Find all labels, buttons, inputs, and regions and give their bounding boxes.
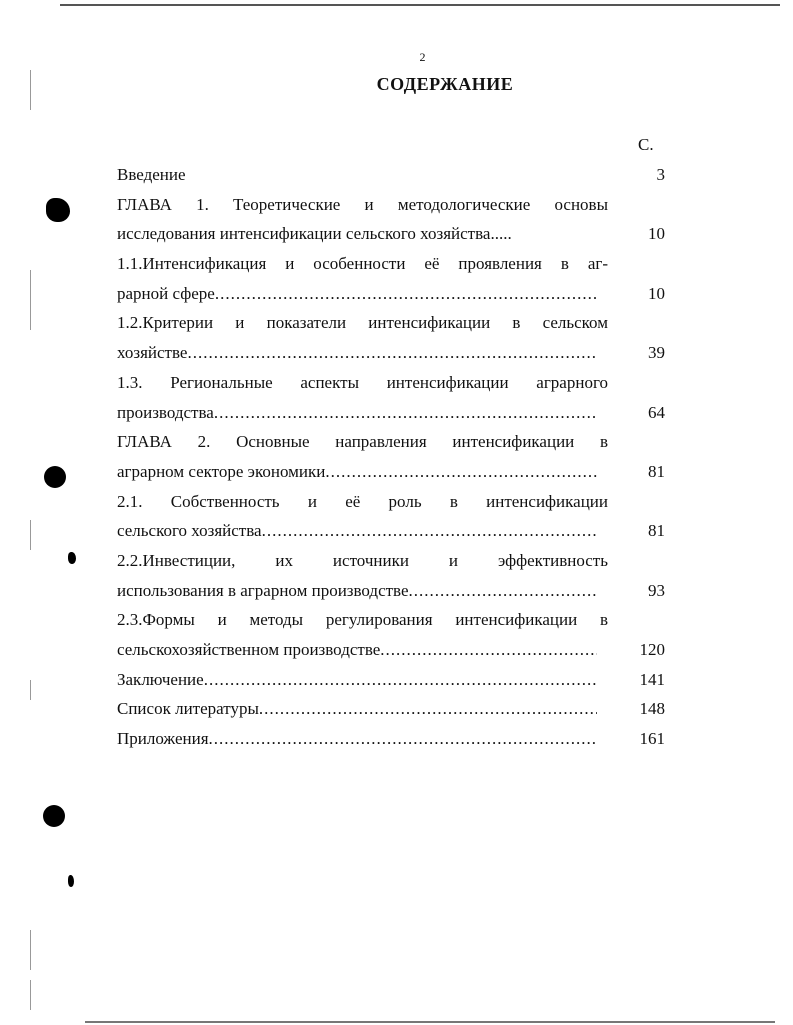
toc-line xyxy=(117,398,665,428)
punch-hole-bottom xyxy=(43,805,65,827)
toc-page-number: 120 xyxy=(639,640,665,659)
toc-entry-text: 2.2.Инвестиции, их источники и эффективность xyxy=(117,550,608,570)
toc-entry-text: 1.2.Критерии и показатели интенсификации в сельском xyxy=(117,313,608,333)
toc-line xyxy=(117,546,665,576)
toc-entry-text: сельского хозяйства xyxy=(117,521,262,541)
toc-leader-dots xyxy=(215,279,597,309)
toc-page-number: 10 xyxy=(648,224,665,244)
toc-line xyxy=(117,338,665,368)
toc-entry-text: 1.3. Региональные аспекты интенсификации аграрного xyxy=(117,372,608,392)
toc-entry-text: ГЛАВА 2. Основные направления интенсификации в xyxy=(117,432,608,452)
toc-line xyxy=(117,635,665,665)
toc-entry-text: аграрном секторе экономики xyxy=(117,461,326,481)
toc-leader-dots xyxy=(204,665,597,695)
toc-leader-dots xyxy=(262,516,597,546)
toc-entry-text: Список литературы xyxy=(117,699,259,719)
toc-entry-text: Приложения xyxy=(117,729,209,749)
toc-entry-text: 2.3.Формы и методы регулирования интенсификации в xyxy=(117,610,608,630)
toc-page-number: 81 xyxy=(648,461,665,481)
punch-hole-middle xyxy=(44,466,66,488)
toc-page-number: 93 xyxy=(648,580,665,600)
toc-entry-text: использования в аграрном производстве xyxy=(117,580,409,600)
toc-line xyxy=(117,368,665,398)
scan-smudge-bottom xyxy=(68,875,74,887)
toc-entry-text: сельскохозяйственном производстве xyxy=(117,640,381,659)
toc-line xyxy=(117,516,665,546)
toc-page-number: 10 xyxy=(648,283,665,303)
toc-page-number: 39 xyxy=(648,343,665,363)
toc-entry-text: рарной сфере xyxy=(117,283,215,303)
toc-entry-text: исследования интенсификации сельского хозяйства..... xyxy=(117,224,512,244)
top-edge-rule xyxy=(60,4,780,6)
toc-entry-text: 2.1. Собственность и её роль в интенсификации xyxy=(117,491,608,511)
toc-entry-text: производства xyxy=(117,402,214,422)
table-of-contents xyxy=(117,160,665,754)
toc-leader-dots xyxy=(325,457,597,487)
toc-page-number: 64 xyxy=(648,402,665,422)
toc-line xyxy=(117,605,665,635)
toc-leader-dots xyxy=(209,724,597,754)
toc-entry-text: хозяйстве xyxy=(117,343,188,363)
toc-line xyxy=(117,694,665,724)
toc-page-number: 141 xyxy=(639,669,665,689)
toc-entry-text: Введение xyxy=(117,165,186,184)
toc-page-number: 161 xyxy=(639,729,665,749)
page-number: 2 xyxy=(419,50,426,64)
scan-smudge-top xyxy=(46,198,70,222)
toc-line xyxy=(117,724,665,754)
toc-line xyxy=(117,308,665,338)
toc-entry-text: ГЛАВА 1. Теоретические и методологические основы xyxy=(117,194,608,214)
toc-leader-dots xyxy=(259,694,597,724)
toc-page-number: 148 xyxy=(639,699,665,719)
page-column-label: С. xyxy=(638,135,654,154)
page-title: СОДЕРЖАНИЕ xyxy=(376,74,514,94)
toc-line xyxy=(117,190,665,220)
toc-leader-dots xyxy=(214,398,597,428)
toc-entry-text: Заключение xyxy=(117,669,204,689)
bottom-edge-rule xyxy=(85,1021,775,1023)
toc-entry-text: 1.1.Интенсификация и особенности её проявления в аг- xyxy=(117,254,608,274)
toc-leader-dots xyxy=(187,338,597,368)
scan-smudge-middle xyxy=(68,552,76,564)
left-margin-marks xyxy=(30,60,34,1020)
toc-line xyxy=(117,576,665,606)
toc-leader-dots xyxy=(380,635,597,665)
toc-line xyxy=(117,279,665,309)
toc-line xyxy=(117,665,665,695)
toc-line xyxy=(117,160,665,190)
toc-line xyxy=(117,219,665,249)
toc-page-number: 81 xyxy=(648,521,665,541)
toc-line xyxy=(117,427,665,457)
toc-leader-dots xyxy=(409,576,597,606)
toc-page-number: 3 xyxy=(656,165,665,184)
toc-line xyxy=(117,249,665,279)
toc-line xyxy=(117,487,665,517)
toc-line xyxy=(117,457,665,487)
